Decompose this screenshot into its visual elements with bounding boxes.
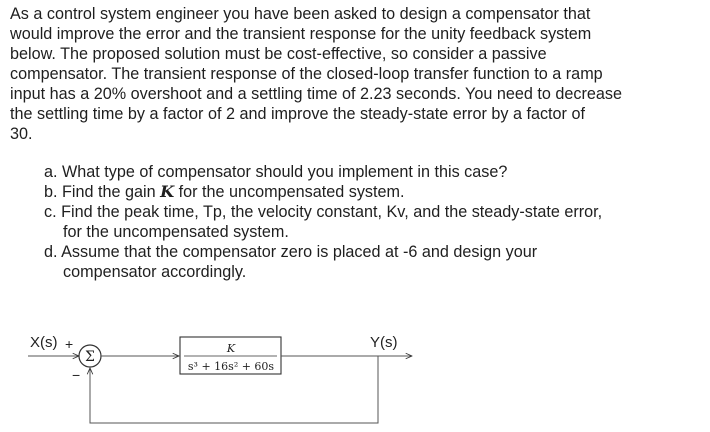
problem-line: input has a 20% overshoot and a settling time of 2.23 seconds. You need to decrease xyxy=(10,85,622,103)
problem-line: would improve the error and the transient response for the unity feedback system xyxy=(10,25,592,43)
task-list xyxy=(44,162,684,282)
task-b-post: for the uncompensated system. xyxy=(174,183,405,201)
problem-line: the settling time by a factor of 2 and improve the steady-state error by a factor of xyxy=(10,105,585,123)
task-a xyxy=(44,162,684,182)
task-c-line2: for the uncompensated system. xyxy=(63,223,289,241)
problem-line: compensator. The transient response of the closed-loop transfer function to a ramp xyxy=(10,65,603,83)
plus-sign: + xyxy=(65,336,74,352)
plant-denominator: s³ + 16s² + 60s xyxy=(187,360,275,373)
task-d-line1: d. Assume that the compensator zero is placed at -6 and design your xyxy=(44,243,538,261)
gain-k-symbol: K xyxy=(160,182,175,201)
block-diagram xyxy=(0,322,710,432)
problem-line: As a control system engineer you have been asked to design a compensator that xyxy=(10,5,591,23)
plant-numerator: K xyxy=(226,342,236,355)
task-a-text: a. What type of compensator should you implement in this case? xyxy=(44,163,508,181)
minus-sign: − xyxy=(72,367,81,383)
problem-statement xyxy=(10,4,700,144)
task-c-line1: c. Find the peak time, Tp, the velocity constant, Kv, and the steady-state error, xyxy=(44,203,603,221)
task-b xyxy=(44,182,684,202)
input-label: X(s) xyxy=(30,334,58,351)
task-d xyxy=(44,242,684,282)
problem-line: 30. xyxy=(10,125,33,143)
sigma-symbol: Σ xyxy=(85,349,95,365)
task-b-text xyxy=(44,182,684,202)
block-diagram-svg xyxy=(0,322,710,432)
task-c xyxy=(44,202,684,242)
problem-line: below. The proposed solution must be cost-effective, so consider a passive xyxy=(10,45,547,63)
task-d-line2: compensator accordingly. xyxy=(63,263,247,281)
task-b-pre: b. Find the gain xyxy=(44,183,161,201)
output-label: Y(s) xyxy=(370,334,398,351)
